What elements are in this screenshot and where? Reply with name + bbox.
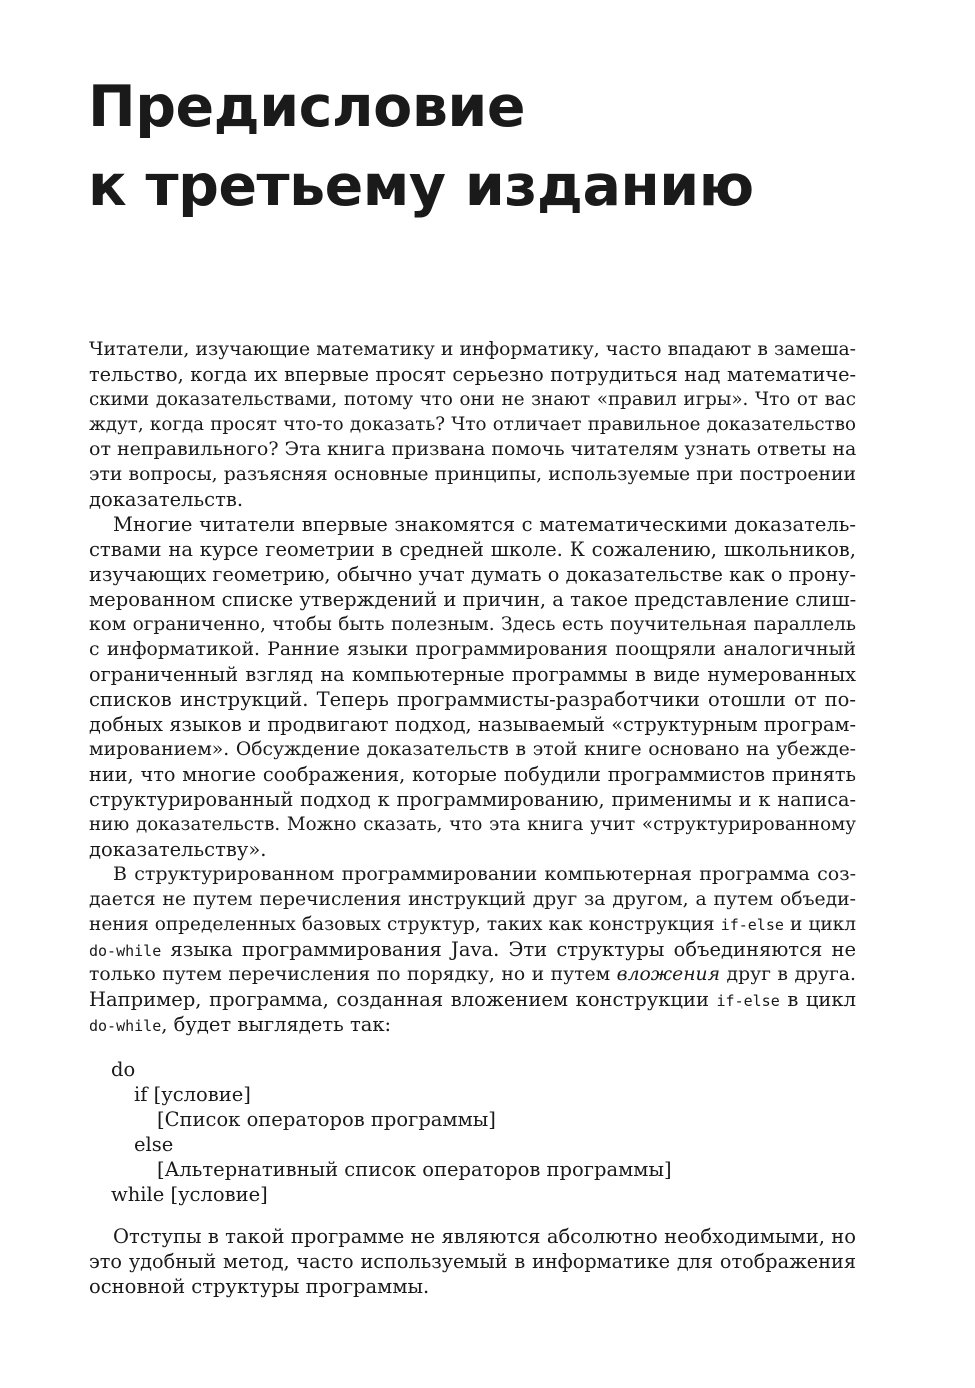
code-line: while [условие] <box>111 1183 268 1206</box>
text-line <box>89 987 856 1012</box>
text-line: с информатикой. Ранние языки программирования поощряли аналогичный <box>89 639 856 660</box>
text-line: мерованном списке утверждений и причин, а такое представление слиш- <box>89 588 857 611</box>
text-line: ждут, когда просят что-то доказать? Что отличает правильное доказательство <box>89 414 856 435</box>
text-line: дается не путем перечисления инструкций друг за другом, а путем объеди- <box>89 889 856 910</box>
text-line: нию доказательств. Можно сказать, что эта книга учит «структурированному <box>89 814 856 835</box>
text-line: ограниченный взгляд на компьютерные программы в виде нумерованных <box>89 663 856 686</box>
text-line: списков инструкций. Теперь программисты-разработчики отошли от по- <box>89 688 856 711</box>
text-fragment: Например, программа, созданная вложением конструкции <box>89 988 709 1011</box>
code-line: [Список операторов программы] <box>157 1108 496 1131</box>
text-line: скими доказательствами, потому что они не знают «правил игры». Что от вас <box>89 389 856 410</box>
code-example <box>111 1057 672 1207</box>
paragraph-3 <box>89 862 856 1037</box>
text-line: Многие читатели впервые знакомятся с математическими доказатель- <box>113 513 856 536</box>
title-line-1: Предисловие <box>88 74 526 140</box>
inline-code: if-else <box>720 916 784 934</box>
text-line: добных языков и продвигают подход, называемый «структурным програм- <box>89 713 856 736</box>
text-fragment: только путем перечисления по порядку, но и путем <box>89 964 611 985</box>
paragraph-4 <box>89 1224 856 1299</box>
text-line: тельство, когда их впервые просят серьезно потрудиться над математиче- <box>89 363 856 386</box>
text-fragment: , будет выглядеть так: <box>161 1013 392 1036</box>
text-line <box>89 1012 856 1037</box>
inline-code: do-while <box>89 942 162 960</box>
text-line <box>89 912 856 937</box>
text-line: В структурированном программировании компьютерная программа соз- <box>113 863 856 885</box>
text-line: нии, что многие соображения, которые побудили программистов принять <box>89 763 856 786</box>
code-line: [Альтернативный список операторов программы] <box>157 1158 672 1181</box>
paragraph-1 <box>89 337 856 512</box>
text-line: ствами на курсе геометрии в средней школе. К сожалению, школьников, <box>89 538 856 561</box>
text-line: это удобный метод, часто используемый в информатике для отображения <box>89 1250 856 1273</box>
text-line: основной структуры программы. <box>89 1275 430 1298</box>
page-title <box>88 68 888 226</box>
code-line: do <box>111 1058 136 1081</box>
text-line: изучающих геометрию, обычно учат думать о доказательстве как о прону- <box>89 563 856 586</box>
text-line: эти вопросы, разъясняя основные принципы, используемые при построении <box>89 464 856 485</box>
text-fragment: нения определенных базовых структур, таких как конструкция <box>89 914 715 935</box>
text-fragment: друг в друга. <box>726 964 856 985</box>
text-line: Читатели, изучающие математику и информатику, часто впадают в замеша- <box>89 339 856 360</box>
text-line: структурированный подход к программированию, применимы и к написа- <box>89 788 856 811</box>
text-line: доказательству». <box>89 838 267 861</box>
text-line <box>89 962 856 987</box>
main-text <box>89 337 856 1037</box>
code-line: if [условие] <box>134 1083 251 1106</box>
text-line: ком ограниченно, чтобы быть полезным. Здесь есть поучительная параллель <box>89 614 856 635</box>
text-line: мированием». Обсуждение доказательств в этой книге основано на убежде- <box>89 739 856 760</box>
text-fragment: и цикл <box>790 914 856 935</box>
paragraph-2 <box>89 512 856 862</box>
title-line-2: к третьему изданию <box>88 153 754 219</box>
text-line: Отступы в такой программе не являются абсолютно необходимыми, но <box>113 1225 856 1248</box>
inline-code: if-else <box>716 992 780 1010</box>
inline-code: do-while <box>89 1017 162 1035</box>
text-fragment: языка программирования Java. Эти структуры объединяются не <box>170 938 856 961</box>
text-line: доказательств. <box>89 488 244 511</box>
text-fragment: в цикл <box>787 988 856 1011</box>
emphasis: вложения <box>616 964 721 985</box>
text-line <box>89 937 856 962</box>
code-line: else <box>134 1133 174 1156</box>
text-line: от неправильного? Эта книга призвана помочь читателям узнать ответы на <box>89 438 857 460</box>
